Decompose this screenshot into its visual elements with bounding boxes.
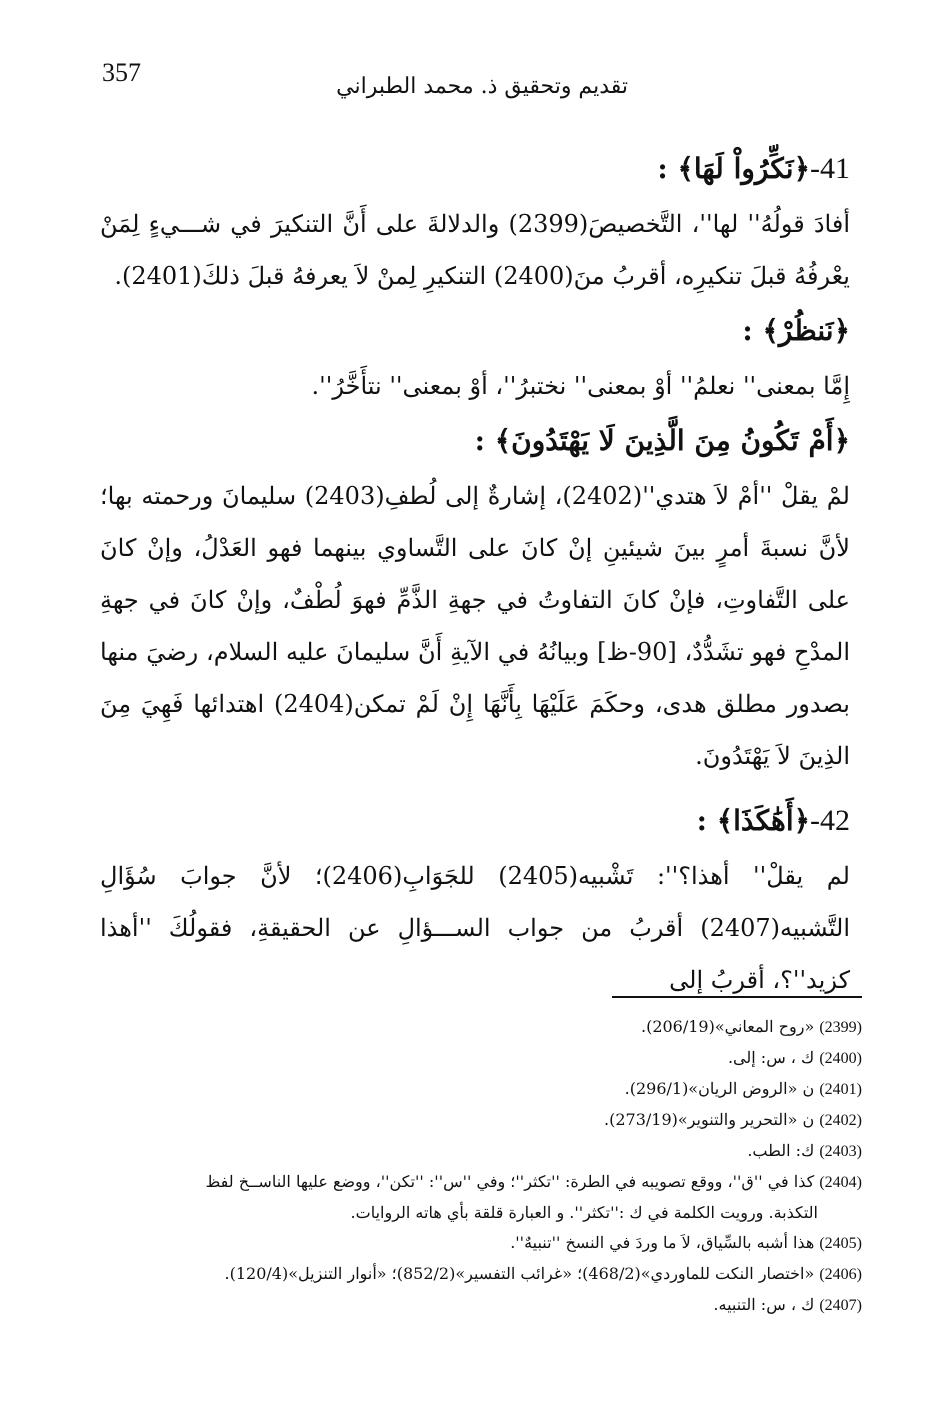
footnote-number: (2405): [819, 1235, 862, 1252]
footnote-number: (2399): [819, 1019, 862, 1036]
footnote: [100, 1105, 862, 1136]
paragraph: إِمَّا بمعنى'' نعلمُ'' أوْ بمعنى'' نختبرُ''، أوْ بمعنى'' نتأَخَّرُ''.: [311, 372, 850, 400]
footnote-divider: [612, 996, 862, 998]
heading-colon: :: [742, 314, 753, 347]
paragraph: لم يقلْ'' أهذا؟'': تَشْبيه(2405) للجَوَابِ(2406)؛ لأنَّ جوابَ سُؤَالِ التَّشبيه(2407) أقربُ من جواب الســـؤالِ عن الحقيقةِ، فقولُكَ ''أهذا كزيد''؟، أقربُ إلى: [100, 862, 850, 994]
footnote: [100, 1228, 862, 1259]
section-heading-42: [100, 792, 850, 850]
quran-verse: ﴿نَكِّرُواْ لَهَا﴾: [677, 152, 810, 185]
footnote-text: ك ، س: إلى.: [727, 1048, 815, 1067]
footnote-text: هذا أشبه بالسِّياق، لاَ ما وردَ في النسخ ''تنبيهٌ''.: [510, 1233, 815, 1252]
running-title: تقديم وتحقيق ذ. محمد الطبراني: [336, 74, 628, 99]
footnote-text: «اختصار النكت للماوردي»(468/2)؛ «غرائب التفسير»(852/2)؛ «أنوار التنزيل»(120/4).: [224, 1264, 815, 1283]
footnote-number: (2404): [819, 1174, 862, 1191]
section-number: 41-: [810, 152, 850, 185]
footnote-text: ن «الروض الريان»(296/1).: [624, 1079, 815, 1098]
footnote: [100, 1167, 862, 1198]
main-text: [100, 140, 850, 1006]
footnote-number: (2407): [819, 1297, 862, 1314]
section-number: 42-: [810, 804, 850, 837]
footnote-text: ك ، س: التنبيه.: [713, 1295, 815, 1314]
footnote-number: (2401): [819, 1081, 862, 1098]
footnote-text: «روح المعاني»(206/19).: [640, 1017, 815, 1036]
footnote-number: (2402): [819, 1112, 862, 1129]
section-heading-41: [100, 140, 850, 198]
footnote: [100, 1136, 862, 1167]
footnote: [100, 1259, 862, 1290]
footnote: [100, 1290, 862, 1321]
section-heading-nanzur: [100, 302, 850, 360]
footnote-number: (2403): [819, 1143, 862, 1160]
paragraph: لمْ يقلْ ''أمْ لاَ هتدي''(2402)، إشارةٌ إلى لُطفِ(2403) سليمانَ ورحمته بها؛ لأنَّ نسبةَ أمرٍ بينَ شيئينِ إنْ كانَ على التَّساوي بينهما فهو العَدْلُ، وإنْ كانَ على التَّفاوتِ، فإنْ كانَ التفاوتُ في جهةِ الذَّمِّ فهوَ لُطْفٌ، وإنْ كانَ في جهةِ المدْحِ فهو تشَدُّدٌ، [90-ظ] وبيانُهُ في الآيةِ أَنَّ سليمانَ عليه السلام، رضيَ منها بصدور مطلق هدى، وحكَمَ عَلَيْهَا بِأَنَّهَا إِنْ لَمْ تمكن(2404) اهتدائها فَهِيَ مِنَ الذِينَ لاَ يَهْتَدُونَ.: [100, 482, 851, 770]
footnote: [100, 1074, 862, 1105]
footnote-text: ك: الطب.: [747, 1141, 815, 1160]
section-heading-am-takunu: [100, 412, 850, 470]
footnote-number: (2406): [819, 1266, 862, 1283]
footnote-continuation: التكذبة. ورويت الكلمة في ك :''تكثر''. و العبارة قلقة بأي هاته الروايات.: [350, 1203, 818, 1222]
paragraph: أفادَ قولُهُ'' لها''، التَّخصيصَ(2399) والدلالةَ على أَنَّ التنكيرَ في شـــيءٍ لِمَنْ يعْرفُهُ قبلَ تنكيرِه، أقربُ منَ(2400) التنكيرِ لِمنْ لاَ يعرفهُ قبلَ ذلكَ(2401).: [100, 210, 851, 290]
heading-colon: :: [657, 152, 668, 185]
quran-verse: ﴿نَنظُرْ﴾: [762, 314, 850, 347]
footnote: [100, 1012, 862, 1043]
heading-colon: :: [474, 424, 485, 457]
footnote: [100, 1043, 862, 1074]
footnote-number: (2400): [819, 1050, 862, 1067]
footnote-text: ن «التحرير والتنوير»(273/19).: [604, 1110, 815, 1129]
heading-colon: :: [696, 804, 707, 837]
footnotes: [100, 1012, 862, 1321]
page-number: 357: [102, 58, 141, 87]
quran-verse: ﴿أَهَٰكَذَا﴾: [716, 804, 810, 837]
footnote-text: كذا في ''ق''، ووقع تصويبه في الطرة: ''تكثر''؛ وفي ''س'': ''تكن''، ووضع عليها الناســخ لفظ: [205, 1172, 815, 1191]
quran-verse: ﴿أَمْ تَكُونُ مِنَ الَّذِينَ لَا يَهْتَدُونَ﴾: [494, 424, 850, 457]
